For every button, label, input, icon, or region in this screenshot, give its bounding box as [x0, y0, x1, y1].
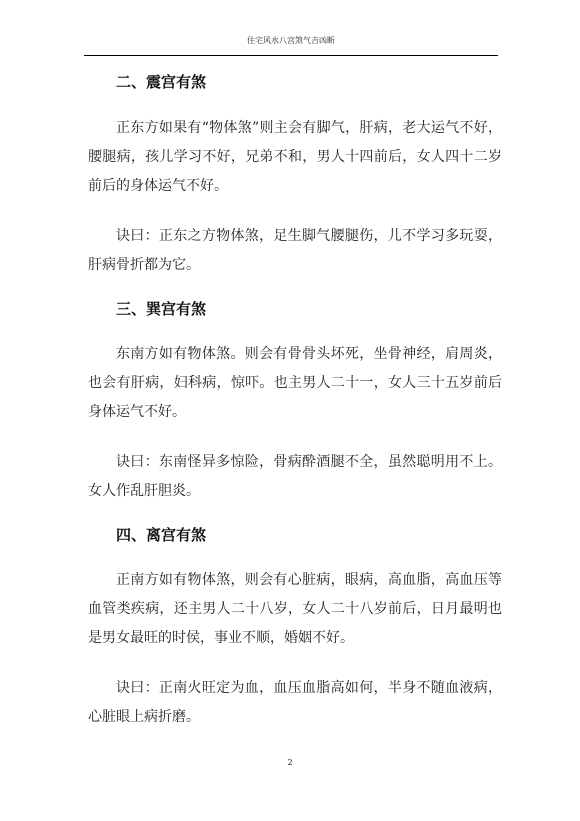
section-heading-xun: 三、巽宫有煞 [116, 300, 207, 318]
page-header: 住宅风水八宫煞气吉凶断 [84, 33, 498, 56]
page-number: 2 [287, 758, 293, 767]
paragraph-zhen-body: 正东方如果有“物体煞”则主会有脚气，肝病，老大运气不好，腰腿病，孩儿学习不好，兄弟不和，男人十四前后，女人四十二岁前后的身体运气不好。 [88, 120, 502, 194]
paragraph-zhen-verse: 诀曰：正东之方物体煞，足生脚气腰腿伤，儿不学习多玩耍，肝病骨折都为它。 [88, 228, 502, 273]
section-heading-zhen: 二、震宫有煞 [116, 73, 207, 91]
paragraph-xun-verse: 诀曰：东南怪异多惊险，骨病酔酒腿不全，虽然聪明用不上。女人作乱肝胆炎。 [88, 454, 502, 499]
paragraph-li-body: 正南方如有物体煞，则会有心脏病，眼病，高血脂，高血压等血管类疾病，还主男人二十八岁，女人二十八岁前后，日月最明也是男女最旺的时侯，事业不顺，婚姻不好。 [88, 572, 502, 646]
paragraph-xun-body: 东南方如有物体煞。则会有骨骨头坏死，坐骨神经，肩周炎，也会有肝病，妇科病，惊吓。也主男人二十一，女人三十五岁前后身体运气不好。 [88, 346, 502, 420]
paragraph-li-verse: 诀曰：正南火旺定为血，血压血脂高如何，半身不随血液病，心脏眼上病折磨。 [88, 680, 502, 725]
section-heading-li: 四、离宫有煞 [116, 526, 207, 544]
